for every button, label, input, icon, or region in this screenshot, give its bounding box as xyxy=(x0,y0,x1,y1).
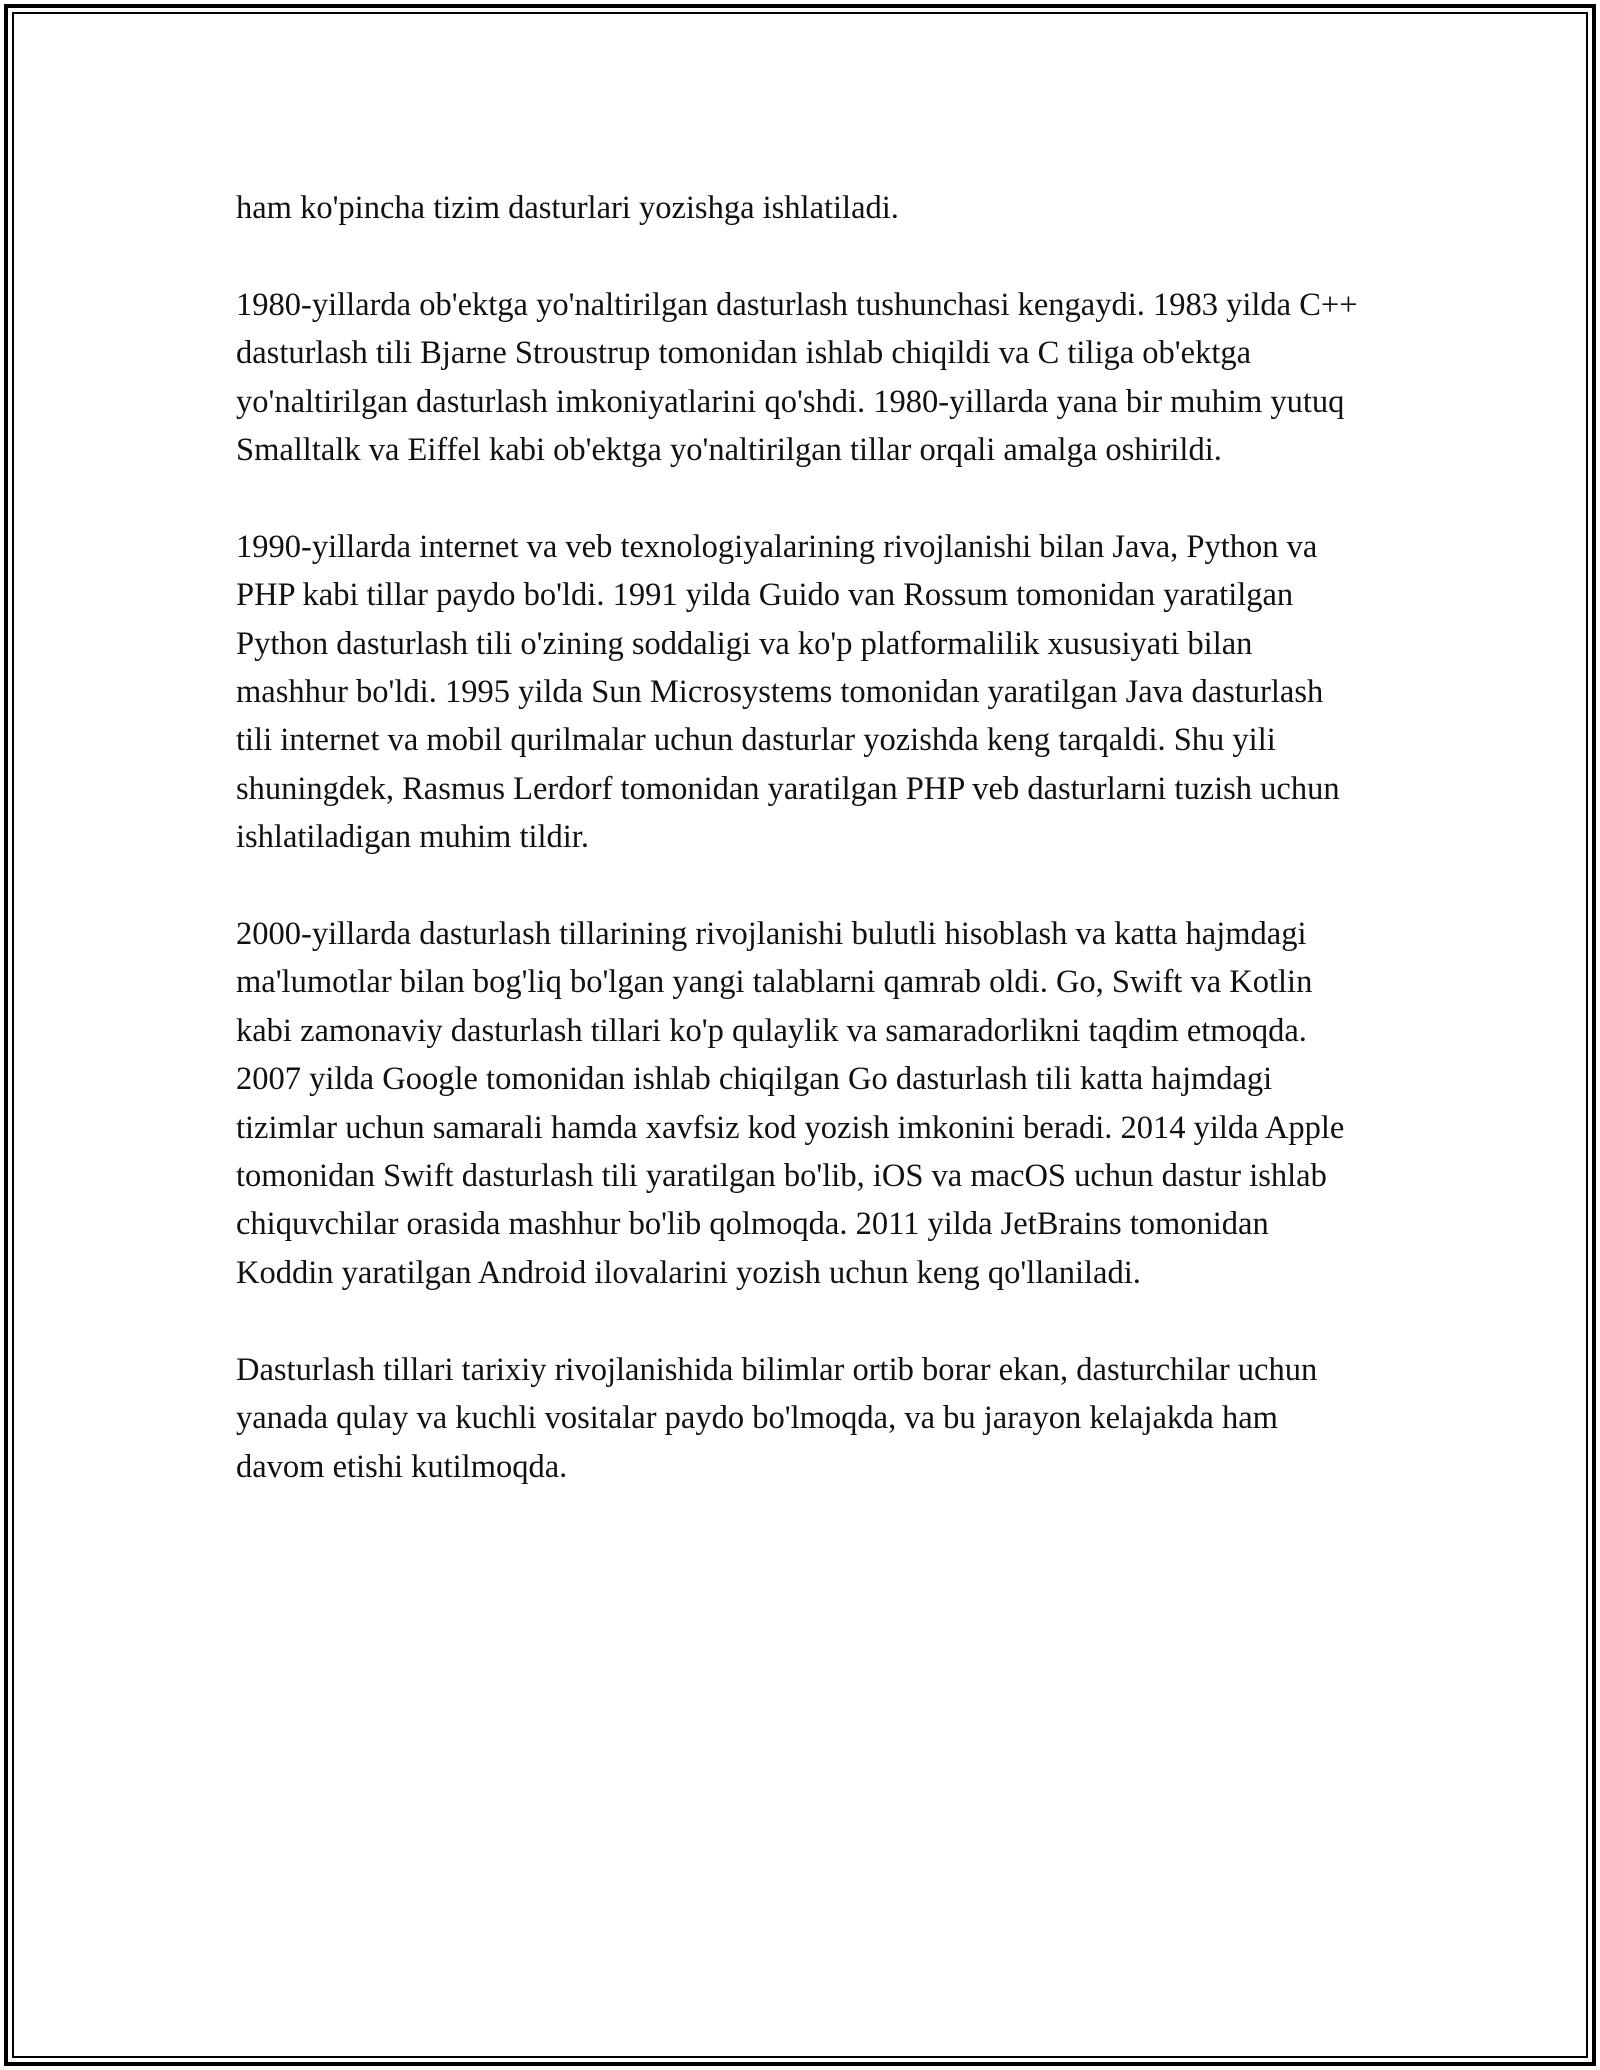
document-body xyxy=(236,184,1366,1491)
paragraph-5: Dasturlash tillari tarixiy rivojlanishida bilimlar ortib borar ekan, dasturchilar uchun yanada qulay va kuchli vositalar paydo bo'lmoqda, va bu jarayon kelajakda ham davom etishi kutilmoqda. xyxy=(236,1351,1318,1485)
paragraph-4: 2000-yillarda dasturlash tillarining rivojlanishi bulutli hisoblash va katta hajmdagi ma'lumotlar bilan bog'liq bo'lgan yangi talablarni qamrab oldi. Go, Swift va Kotlin kabi zamonaviy dasturlash tillari ko'p qulaylik va samaradorlikni taqdim etmoqda. 2007 yilda Google tomonidan ishlab chiqilgan Go dasturlash tili katta hajmdagi tizimlar uchun samarali hamda xavfsiz kod yozish imkonini beradi. 2014 yilda Apple tomonidan Swift dasturlash tili yaratilgan bo'lib, iOS va macOS uchun dastur ishlab chiquvchilar orasida mashhur bo'lib qolmoqda. 2011 yilda JetBrains tomonidan Koddin yaratilgan Android ilovalarini yozish uchun keng qo'llaniladi. xyxy=(236,916,1345,1291)
paragraph-3: 1990-yillarda internet va veb texnologiyalarining rivojlanishi bilan Java, Python va PHP kabi tillar paydo bo'ldi. 1991 yilda Guido van Rossum tomonidan yaratilgan Python dasturlash tili o'zining soddaligi va ko'p platformalilik xususiyati bilan mashhur bo'ldi. 1995 yilda Sun Microsystems tomonidan yaratilgan Java dasturlash tili internet va mobil qurilmalar uchun dasturlar yozishda keng tarqaldi. Shu yili shuningdek, Rasmus Lerdorf tomonidan yaratilgan PHP veb dasturlarni tuzish uchun ishlatiladigan muhim tildir. xyxy=(236,528,1340,856)
paragraph-2: 1980-yillarda ob'ektga yo'naltirilgan dasturlash tushunchasi kengaydi. 1983 yilda C++ dasturlash tili Bjarne Stroustrup tomonidan ishlab chiqildi va C tiliga ob'ektga yo'naltirilgan dasturlash imkoniyatlarini qo'shdi. 1980-yillarda yana bir muhim yutuq Smalltalk va Eiffel kabi ob'ektga yo'naltirilgan tillar orqali amalga oshirildi. xyxy=(236,286,1358,469)
paragraph-1: ham ko'pincha tizim dasturlari yozishga ishlatiladi. xyxy=(236,190,899,226)
